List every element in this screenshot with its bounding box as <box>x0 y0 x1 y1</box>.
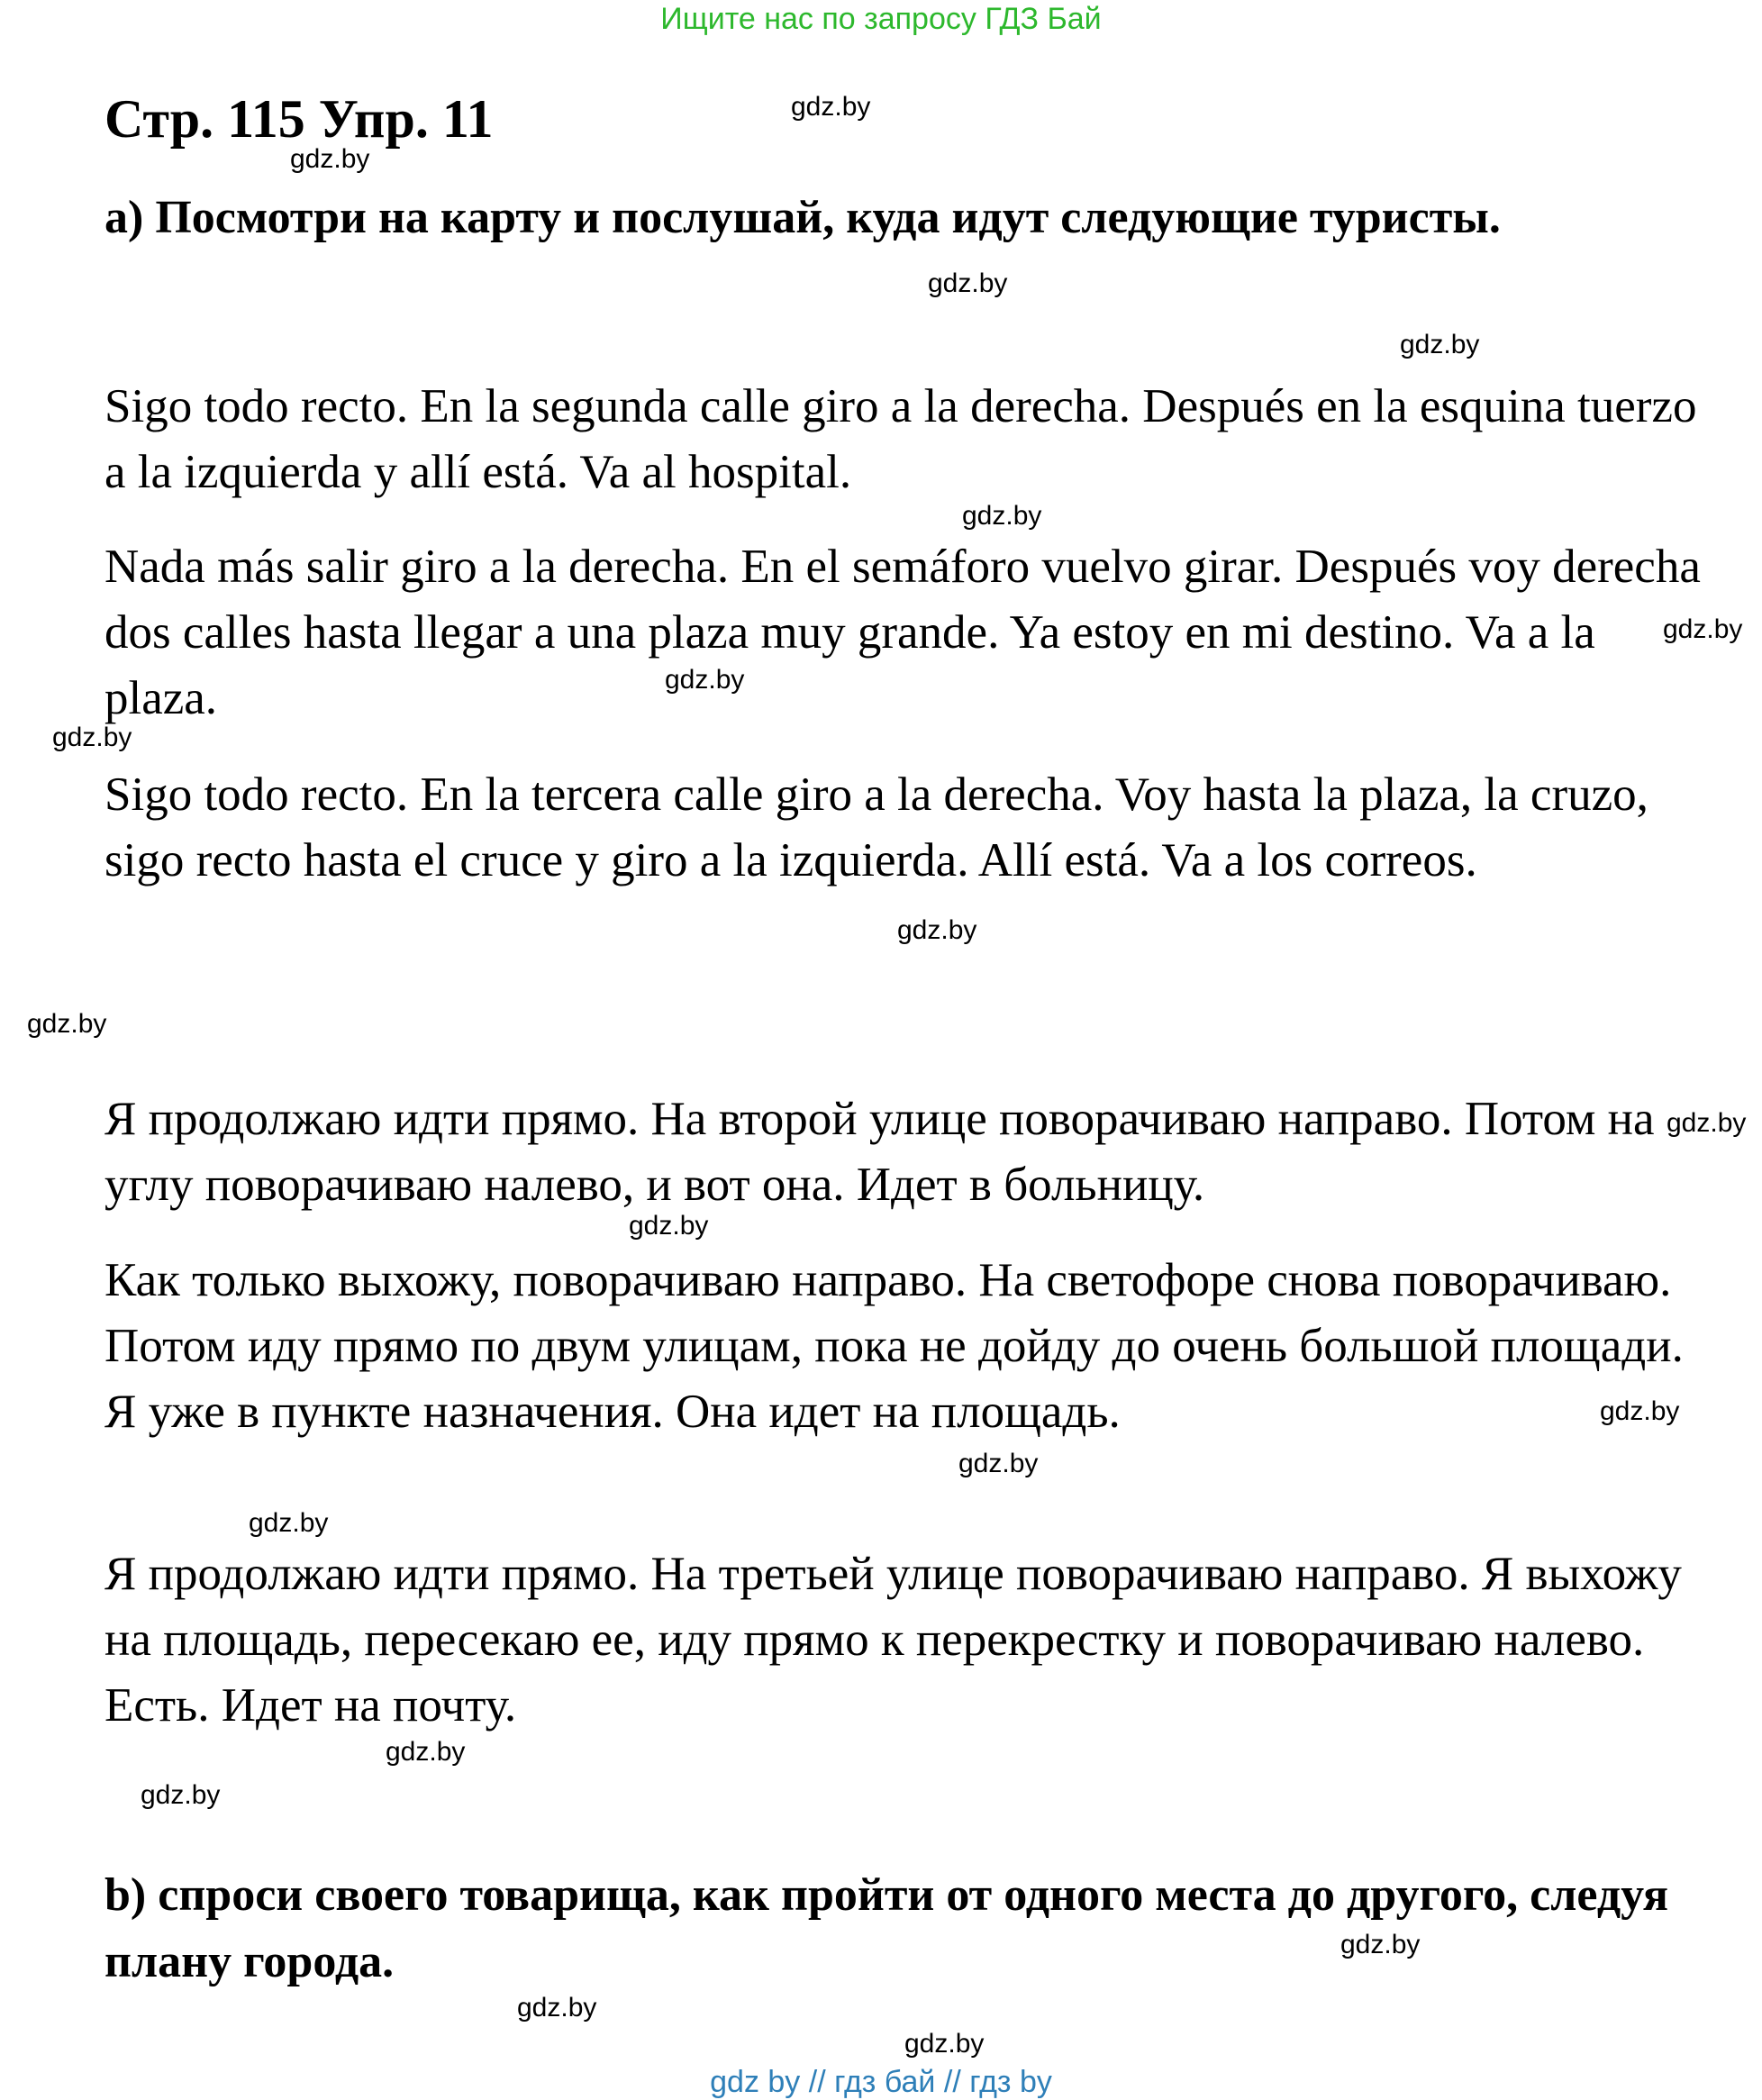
watermark: gdz.by <box>1400 330 1480 359</box>
watermark: gdz.by <box>791 92 871 122</box>
footer-links[interactable]: gdz by // гдз бай // гдз by <box>710 2065 1052 2099</box>
watermark: gdz.by <box>249 1508 329 1538</box>
task-b-heading: b) спроси своего товарища, как пройти от одного места до другого, следуя плану города. <box>104 1869 1668 1987</box>
russian-paragraph-2: Как только выхожу, поворачиваю направо. На светофоре снова поворачиваю. Потом иду прямо по двум улицам, пока не дойду до очень большой площади. Я уже в пункте назначения. Она идет на площадь. <box>104 1254 1684 1438</box>
spanish-paragraph-1: Sigo todo recto. En la segunda calle giro a la derecha. Después en la esquina tuerzo a la izquierda y allí está. Va al hospital. <box>104 380 1697 498</box>
watermark: gdz.by <box>665 665 745 695</box>
watermark: gdz.by <box>52 723 132 752</box>
watermark: gdz.by <box>1600 1396 1680 1426</box>
watermark: gdz.by <box>386 1737 466 1767</box>
search-banner[interactable]: Ищите нас по запросу ГДЗ Бай <box>660 2 1102 36</box>
watermark: gdz.by <box>1340 1930 1421 1959</box>
watermark: gdz.by <box>141 1780 221 1810</box>
watermark: gdz.by <box>629 1211 709 1241</box>
spanish-paragraph-2: Nada más salir giro a la derecha. En el semáforo vuelvo girar. Después voy derecha dos calles hasta llegar a una plaza muy grande. Ya estoy en mi destino. Va a la plaza. <box>104 541 1701 724</box>
russian-paragraph-3: Я продолжаю идти прямо. На третьей улице поворачиваю направо. Я выхожу на площадь, пересекаю ее, иду прямо к перекрестку и поворачиваю налево. Есть. Идет на почту. <box>104 1548 1682 1732</box>
watermark: gdz.by <box>27 1009 107 1039</box>
watermark: gdz.by <box>517 1993 597 2023</box>
watermark: gdz.by <box>290 144 370 174</box>
watermark: gdz.by <box>1667 1108 1747 1138</box>
watermark: gdz.by <box>928 268 1008 298</box>
page-title: Стр. 115 Упр. 11 <box>104 89 494 149</box>
task-a-heading: a) Посмотри на карту и послушай, куда идут следующие туристы. <box>104 192 1501 243</box>
russian-paragraph-1: Я продолжаю идти прямо. На второй улице поворачиваю направо. Потом на углу поворачиваю налево, и вот она. Идет в больницу. <box>104 1093 1655 1211</box>
watermark: gdz.by <box>904 2029 985 2059</box>
watermark: gdz.by <box>1663 614 1743 644</box>
watermark: gdz.by <box>962 501 1042 531</box>
spanish-paragraph-3: Sigo todo recto. En la tercera calle giro a la derecha. Voy hasta la plaza, la cruzo, sigo recto hasta el cruce y giro a la izquierda. Allí está. Va a los correos. <box>104 768 1648 886</box>
watermark: gdz.by <box>897 915 977 945</box>
watermark: gdz.by <box>958 1449 1039 1478</box>
